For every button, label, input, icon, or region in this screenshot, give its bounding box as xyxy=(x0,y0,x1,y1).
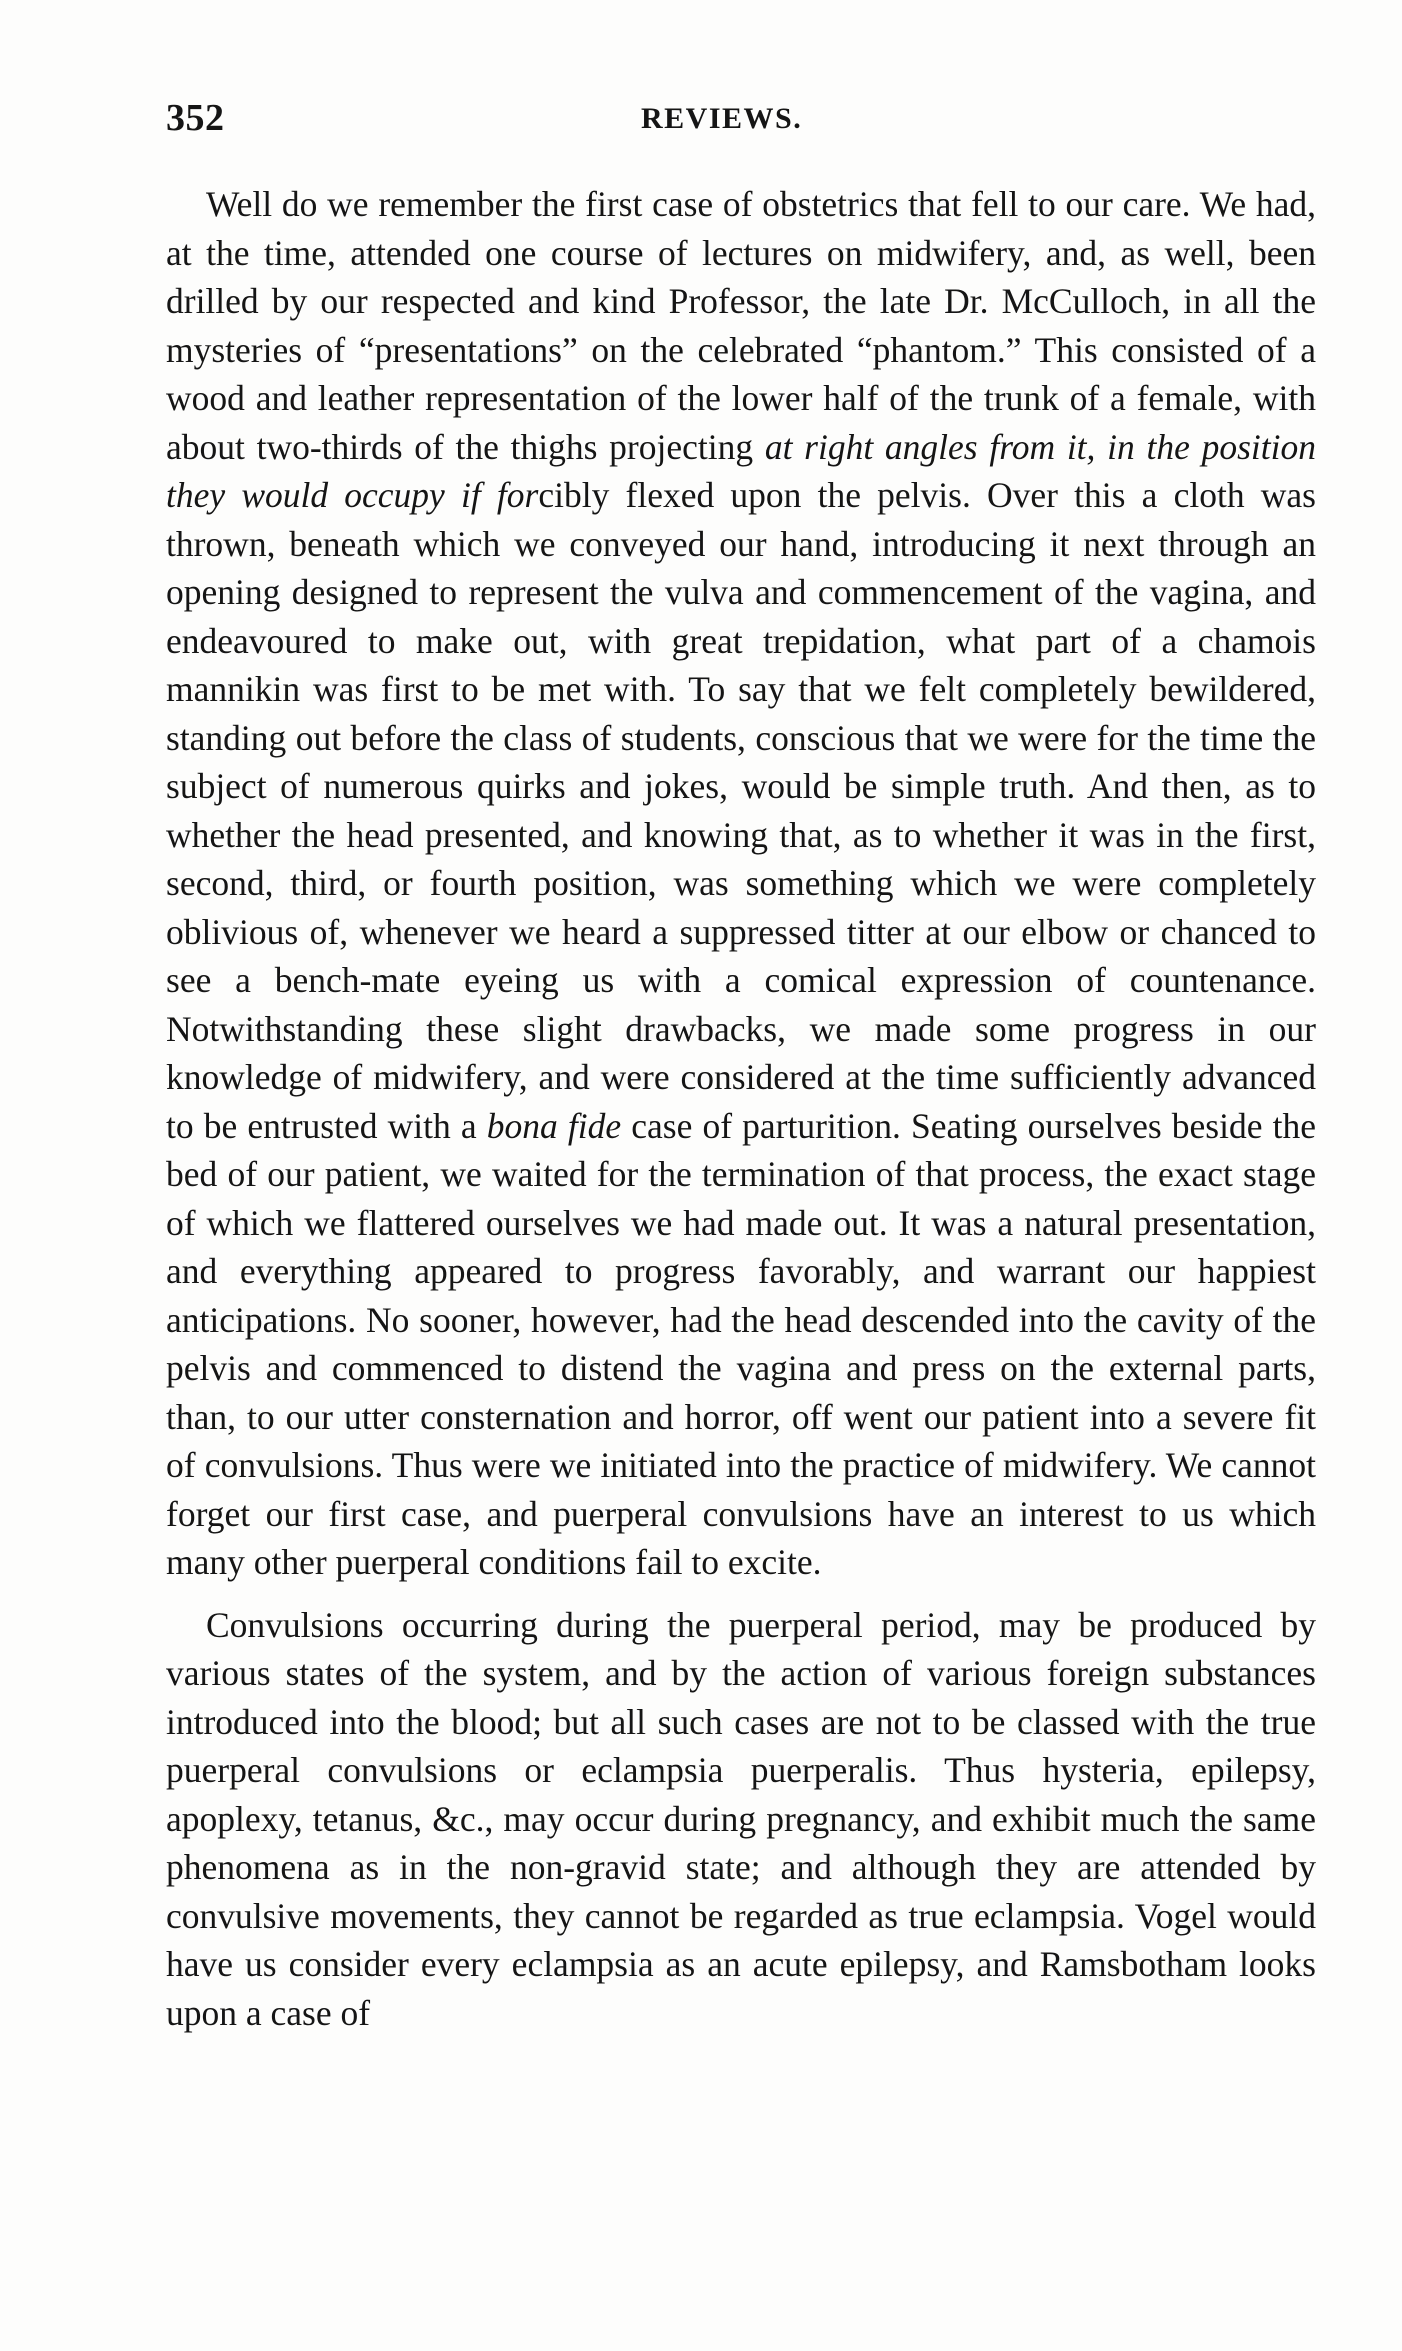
running-head xyxy=(166,96,1316,140)
paragraph-1-text-part-3: case of parturition. Seating ourselves beside the bed of our patient, we waited for the termination of that process, the exact stage of which we flattered ourselves we had made out. It was a natural presentation, and everything appeared to progress favorably, and warrant our happiest anticipations. No sooner, however, had the head descended into the cavity of the pelvis and commenced to distend the vagina and press on the external parts, than, to our utter consternation and horror, off went our patient into a severe fit of convulsions. Thus were we initiated into the practice of midwifery. We cannot forget our first case, and puerperal convulsions have an interest to us which many other puerperal conditions fail to excite. xyxy=(166,1105,1316,1582)
paragraph-first-case xyxy=(166,180,1316,1587)
paragraph-convulsions: Convulsions occurring during the puerperal period, may be produced by various states of the system, and by the action of various foreign substances introduced into the blood; but all such cases are not to be classed with the true puerperal convulsions or eclampsia puerperalis. Thus hysteria, epilepsy, apoplexy, tetanus, &c., may occur during pregnancy, and exhibit much the same phenomena as in the non-gravid state; and although they are attended by convulsive movements, they cannot be regarded as true eclampsia. Vogel would have us consider every eclampsia as an acute epilepsy, and Ramsbotham looks upon a case of xyxy=(166,1604,1316,2033)
paragraph-1-text-part-2: cibly flexed upon the pelvis. Over this a cloth was thrown, beneath which we conveyed our hand, introducing it next through an opening designed to represent the vulva and commencement of the vagina, and endeavoured to make out, with great trepidation, what part of a chamois mannikin was first to be met with. To say that we felt completely bewildered, standing out before the class of students, conscious that we were for the time the subject of numerous quirks and jokes, would be simple truth. And then, as to whether the head presented, and knowing that, as to whether it was in the first, second, third, or fourth position, was something which we were completely oblivious of, whenever we heard a suppressed titter at our elbow or chanced to see a bench-mate eyeing us with a comical expression of countenance. Notwithstanding these slight drawbacks, we made some progress in our knowledge of midwifery, and were considered at the time sufficiently advanced to be entrusted with a xyxy=(166,475,1316,1146)
paragraph-1-text-part-1: Well do we remember the first case of obstetrics that fell to our care. We had, at the time, attended one course of lectures on midwifery, and, as well, been drilled by our respected and kind Professor, the late Dr. McCulloch, in all the mysteries of “presentations” on the celebrated “phantom.” This consisted of a wood and leather representation of the lower half of the trunk of a female, with about two-thirds of the thighs projecting xyxy=(166,184,1316,467)
section-title: REVIEWS. xyxy=(641,102,803,135)
article-body xyxy=(166,180,1316,2037)
italic-phrase-bona-fide: bona fide xyxy=(486,1105,622,1146)
page-number: 352 xyxy=(166,97,225,139)
italic-phrase-right-angles: at right angles from it, in the position they would occupy if for xyxy=(166,426,1316,515)
